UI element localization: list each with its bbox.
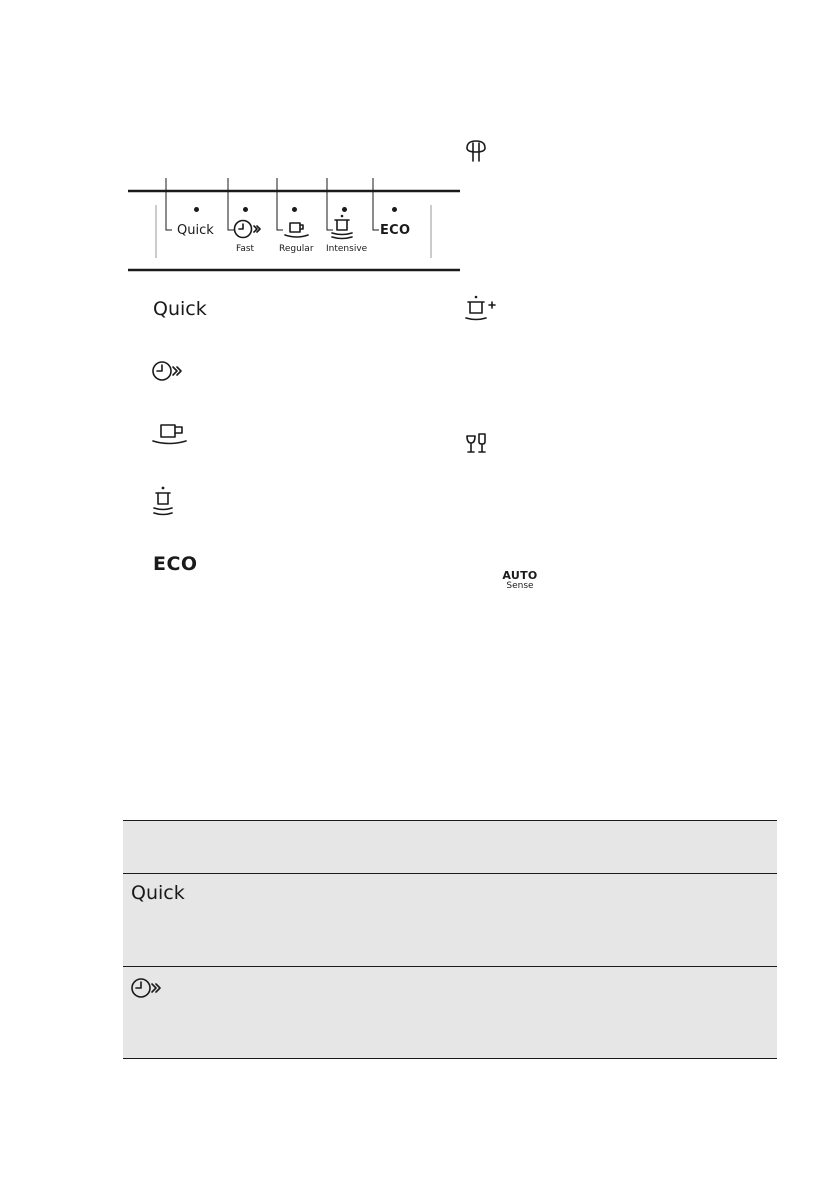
clock-fast-icon: [152, 360, 186, 384]
fast-indicator-light: [243, 207, 248, 212]
panel-intensive-label: Intensive: [326, 244, 368, 254]
auto-sense-top: AUTO: [502, 569, 538, 582]
table-row-fast: [123, 966, 777, 1059]
programme-table: [123, 820, 777, 1059]
pot-plus-option: [465, 294, 499, 322]
pot-stack-icon: [330, 212, 360, 240]
regular-indicator-light: [292, 207, 297, 212]
auto-sense-option: [500, 570, 540, 591]
legend-eco-label: ECO: [153, 553, 198, 575]
legend-intensive-item: [153, 485, 179, 517]
panel-regular-label: Regular: [279, 244, 314, 254]
panel-regular-button[interactable]: [278, 218, 318, 258]
pot-stack-icon: [153, 485, 179, 517]
table-cell-fast: [131, 977, 165, 1001]
panel-quick-button[interactable]: Quick: [177, 223, 214, 238]
clock-fast-icon: [131, 977, 165, 1001]
pot-plus-icon: [465, 294, 499, 322]
legend-fast-item: [152, 360, 186, 384]
cutlery-icon: [463, 139, 489, 163]
panel-fast-button[interactable]: [232, 218, 264, 258]
cup-saucer-icon: [151, 420, 191, 448]
panel-fast-label: Fast: [236, 244, 255, 254]
table-header-row: [123, 820, 777, 873]
cutlery-option: [463, 139, 489, 163]
table-cell-quick: Quick: [131, 882, 185, 904]
glasses-option: [466, 433, 490, 455]
auto-sense-bottom: Sense: [506, 581, 534, 591]
panel-intensive-button[interactable]: [324, 212, 369, 258]
clock-fast-icon: [232, 218, 262, 240]
quick-indicator-light: [194, 207, 199, 212]
legend-regular-item: [151, 420, 191, 448]
glasses-icon: [466, 433, 490, 455]
eco-indicator-light: [392, 207, 397, 212]
legend-quick-label: Quick: [153, 298, 207, 320]
table-row-quick: [123, 873, 777, 966]
cup-saucer-icon: [283, 218, 313, 240]
panel-eco-button[interactable]: ECO: [380, 223, 411, 238]
